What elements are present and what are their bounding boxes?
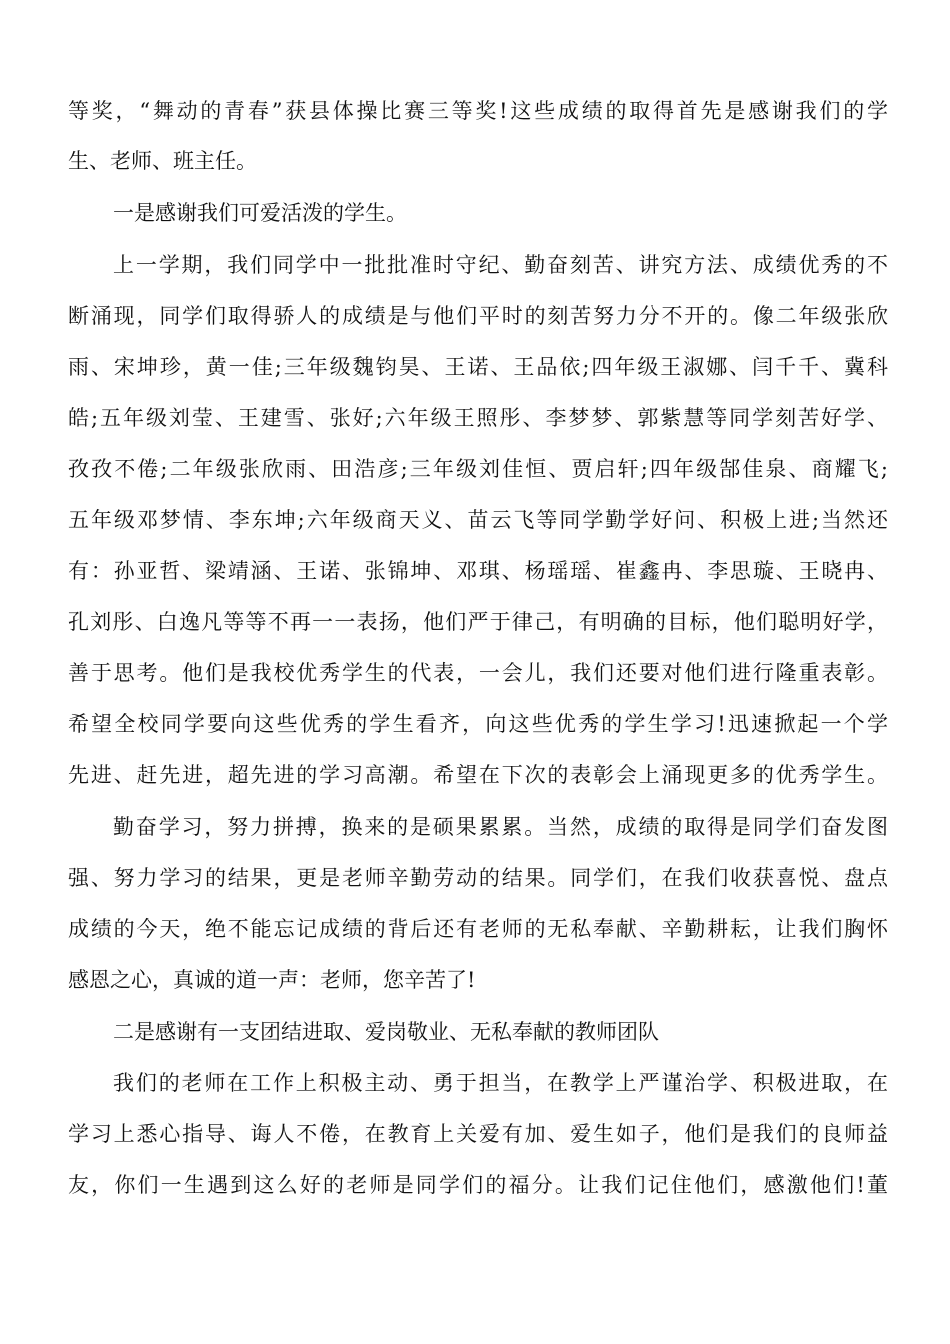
text-line-3: 一是感谢我们可爱活泼的学生。 bbox=[113, 201, 407, 225]
text-line-22: 友，你们一生遇到这么好的老师是同学们的福分。让我们记住他们，感激他们!董 bbox=[68, 1173, 888, 1197]
text-line-10: 有：孙亚哲、梁靖涵、王诺、张锦坤、邓琪、杨瑶瑶、崔鑫冉、李思璇、王晓冉、 bbox=[68, 559, 888, 583]
text-line-17: 成绩的今天，绝不能忘记成绩的背后还有老师的无私奉献、辛勤耕耘，让我们胸怀 bbox=[68, 917, 888, 941]
text-line-2: 生、老师、班主任。 bbox=[68, 149, 257, 173]
text-line-4: 上一学期，我们同学中一批批准时守纪、勤奋刻苦、讲究方法、成绩优秀的不 bbox=[113, 253, 888, 277]
text-line-21: 学习上悉心指导、诲人不倦，在教育上关爱有加、爱生如子，他们是我们的良师益 bbox=[68, 1122, 888, 1146]
text-line-1: 等奖，“舞动的青春”获县体操比赛三等奖!这些成绩的取得首先是感谢我们的学 bbox=[68, 99, 888, 123]
text-line-13: 希望全校同学要向这些优秀的学生看齐，向这些优秀的学生学习!迅速掀起一个学 bbox=[68, 712, 888, 736]
text-line-15: 勤奋学习，努力拼搏，换来的是硕果累累。当然，成绩的取得是同学们奋发图 bbox=[113, 815, 888, 839]
text-line-20: 我们的老师在工作上积极主动、勇于担当，在教学上严谨治学、积极进取，在 bbox=[113, 1071, 888, 1095]
text-line-6: 雨、宋坤珍，黄一佳;三年级魏钧昊、王诺、王品依;四年级王淑娜、闫千千、冀科 bbox=[68, 355, 888, 379]
text-line-19: 二是感谢有一支团结进取、爱岗敬业、无私奉献的教师团队 bbox=[113, 1020, 659, 1044]
text-line-11: 孔刘彤、白逸凡等等不再一一表扬，他们严于律己，有明确的目标，他们聪明好学， bbox=[68, 610, 888, 634]
text-line-18: 感恩之心，真诚的道一声：老师，您辛苦了! bbox=[68, 968, 476, 992]
text-line-8: 孜孜不倦;二年级张欣雨、田浩彦;三年级刘佳恒、贾启轩;四年级郜佳泉、商耀飞; bbox=[68, 457, 888, 481]
text-line-16: 强、努力学习的结果，更是老师辛勤劳动的结果。同学们，在我们收获喜悦、盘点 bbox=[68, 866, 888, 890]
text-line-12: 善于思考。他们是我校优秀学生的代表，一会儿，我们还要对他们进行隆重表彰。 bbox=[68, 661, 888, 685]
text-line-14: 先进、赶先进，超先进的学习高潮。希望在下次的表彰会上涌现更多的优秀学生。 bbox=[68, 763, 888, 787]
text-line-7: 皓;五年级刘莹、王建雪、张好;六年级王照彤、李梦梦、郭紫慧等同学刻苦好学、 bbox=[68, 406, 888, 430]
text-line-9: 五年级邓梦情、李东坤;六年级商天义、苗云飞等同学勤学好问、积极上进;当然还 bbox=[68, 508, 888, 532]
text-line-5: 断涌现，同学们取得骄人的成绩是与他们平时的刻苦努力分不开的。像二年级张欣 bbox=[68, 304, 888, 328]
